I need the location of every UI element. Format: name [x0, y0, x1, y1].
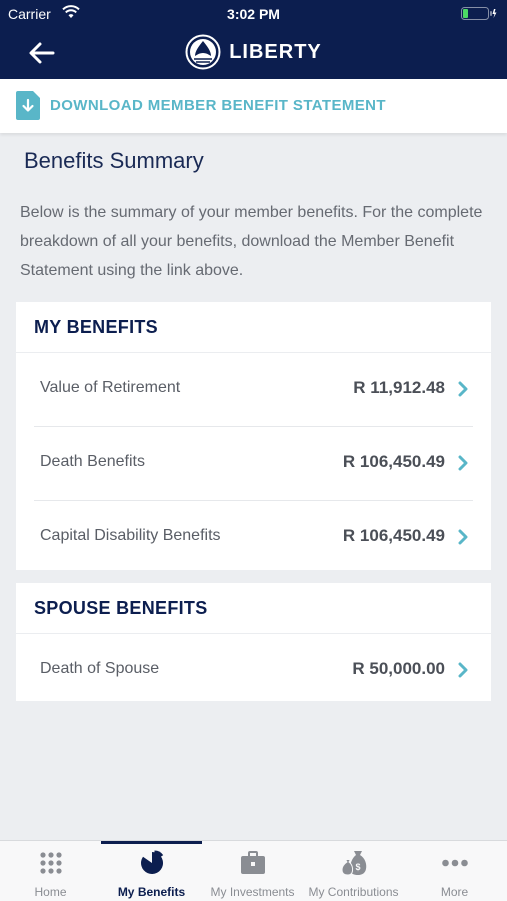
benefit-label: Value of Retirement — [40, 379, 181, 396]
benefit-row[interactable] — [34, 501, 473, 574]
benefit-label: Capital Disability Benefits — [40, 527, 221, 544]
benefit-label: Death of Spouse — [40, 660, 160, 677]
svg-text:$: $ — [354, 862, 361, 872]
tab-label: My Benefits — [117, 885, 186, 899]
benefit-row[interactable] — [34, 353, 473, 427]
money-bags-icon — [341, 850, 367, 876]
liberty-logo-icon — [185, 34, 221, 70]
chevron-right-icon — [457, 381, 469, 397]
tab-my-investments[interactable] — [202, 841, 303, 901]
download-statement-link[interactable]: DOWNLOAD MEMBER BENEFIT STATEMENT — [50, 97, 386, 114]
download-document-icon — [16, 91, 40, 120]
tab-label: My Contributions — [308, 885, 399, 899]
battery-icon — [461, 7, 497, 20]
nav-bar — [0, 28, 507, 78]
benefit-value: R 106,450.49 — [342, 526, 445, 545]
more-dots-icon — [442, 850, 468, 876]
tab-home[interactable] — [0, 841, 101, 901]
tab-more[interactable] — [404, 841, 505, 901]
tab-my-contributions[interactable] — [303, 841, 404, 901]
tab-label: My Investments — [210, 885, 295, 899]
pie-chart-icon — [139, 850, 165, 876]
carrier-label: Carrier — [8, 6, 51, 22]
app-header — [0, 0, 507, 79]
tab-label: Home — [34, 885, 67, 899]
download-statement-bar[interactable] — [0, 79, 507, 133]
benefit-label: Death Benefits — [40, 453, 145, 470]
chevron-right-icon — [457, 529, 469, 545]
grid-icon — [38, 850, 64, 876]
benefit-row[interactable] — [34, 634, 473, 707]
my-benefits-heading: MY BENEFITS — [16, 302, 491, 353]
benefit-value: R 106,450.49 — [342, 452, 445, 471]
spouse-benefits-heading: SPOUSE BENEFITS — [16, 583, 491, 634]
tab-my-benefits[interactable] — [101, 841, 202, 901]
brand-name: LIBERTY — [229, 40, 322, 63]
spouse-benefits-card — [16, 583, 491, 701]
tab-label: More — [440, 885, 469, 899]
status-bar — [0, 0, 507, 28]
chevron-right-icon — [457, 662, 469, 678]
chevron-right-icon — [457, 455, 469, 471]
brand — [0, 34, 507, 70]
briefcase-icon — [240, 850, 266, 876]
intro-text: Below is the summary of your member benefits. For the complete breakdown of all your benefits, download the Member Benefit Statement using the link above. — [20, 204, 483, 279]
tab-bar — [0, 840, 507, 901]
my-benefits-card — [16, 302, 491, 570]
benefit-value: R 11,912.48 — [353, 378, 445, 397]
page-title: Benefits Summary — [24, 148, 204, 173]
clock: 3:02 PM — [227, 6, 280, 22]
benefit-value: R 50,000.00 — [352, 659, 445, 678]
benefit-row[interactable] — [34, 427, 473, 501]
